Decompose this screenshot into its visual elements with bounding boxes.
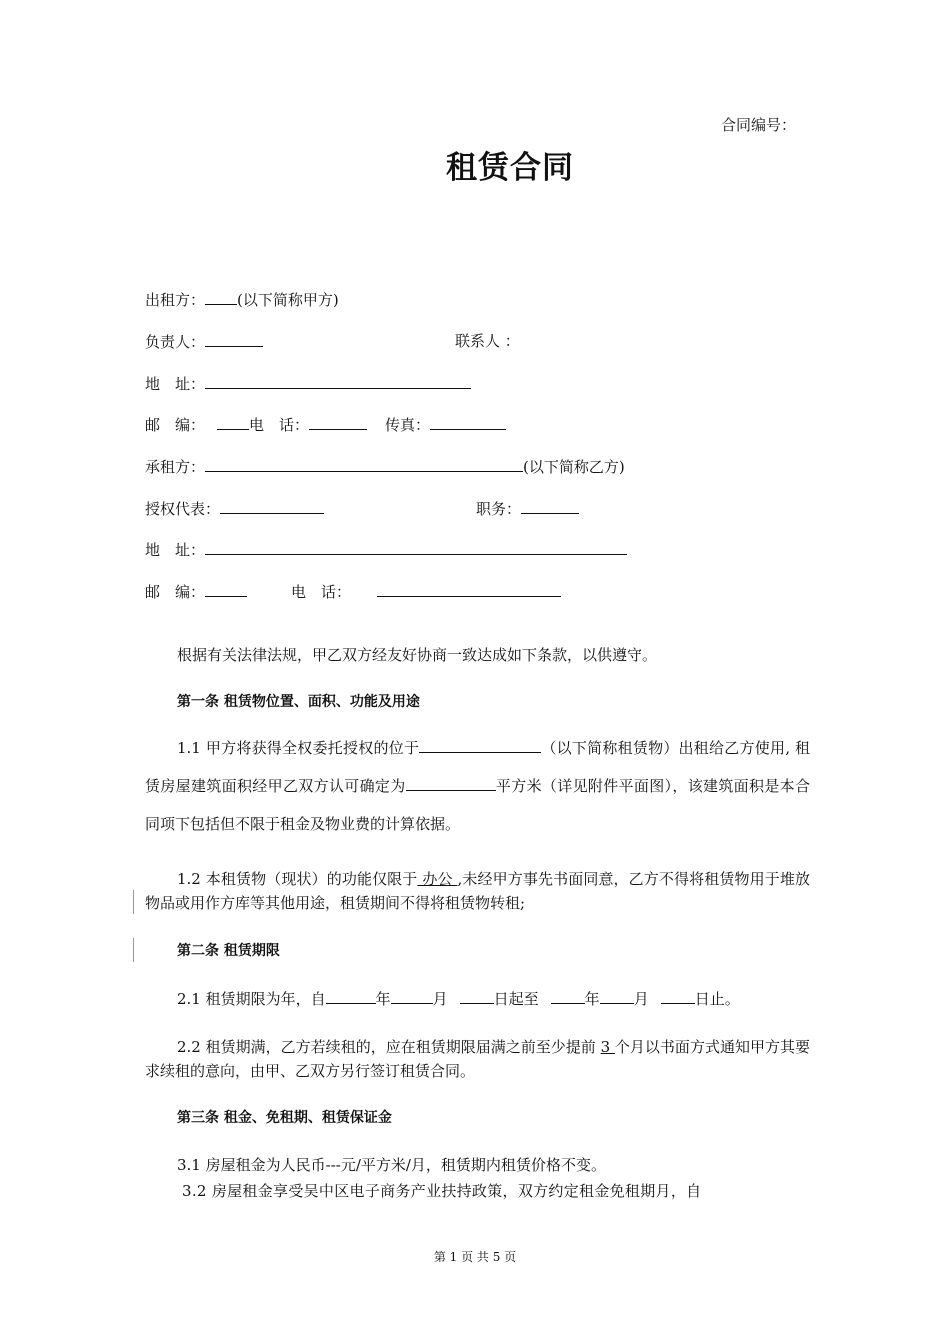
rep-line	[145, 498, 324, 519]
lessee-phone-blank[interactable]	[377, 581, 561, 597]
to-day-label: 日止。	[694, 990, 740, 1008]
article1-clause1	[145, 729, 810, 843]
lessee-address-blank[interactable]	[205, 539, 627, 555]
clause1-2-text-a: 1.2 本租赁物（现状）的功能仅限于	[177, 870, 418, 888]
lessee-blank[interactable]	[205, 456, 523, 472]
article3-heading: 第三条 租金、免租期、租赁保证金	[177, 1110, 392, 1126]
article1-clause2	[145, 867, 810, 915]
lessee-postcode-blank[interactable]	[205, 581, 247, 597]
lessor-address-label: 地 址：	[145, 375, 206, 393]
lessee-address-line	[145, 539, 627, 560]
article2-heading: 第二条 租赁期限	[177, 943, 280, 959]
manager-line	[145, 331, 263, 352]
manager-blank[interactable]	[205, 331, 263, 347]
lessor-label: 出租方：	[145, 291, 206, 309]
rep-label: 授权代表：	[145, 500, 221, 518]
end-year-blank[interactable]	[551, 988, 585, 1004]
clause1-1-text-a: 1.1 甲方将获得全权委托授权的位于	[177, 739, 420, 757]
revision-mark	[133, 890, 134, 914]
lessee-address-label: 地 址：	[145, 541, 206, 559]
start-year-blank[interactable]	[326, 988, 376, 1004]
lessor-suffix: (以下简称甲方)	[237, 291, 339, 309]
position-line	[476, 498, 579, 519]
intro-text: 根据有关法律法规，甲乙双方经友好协商一致达成如下条款，以供遵守。	[177, 646, 658, 664]
lessor-line	[145, 289, 339, 310]
contract-number-label: 合同编号：	[721, 116, 797, 134]
from-day-label: 日起至	[493, 990, 539, 1008]
position-label: 职务：	[476, 500, 522, 518]
lessee-postcode-label: 邮 编：	[145, 583, 206, 601]
year-label: 年	[584, 990, 600, 1008]
year-label: 年	[375, 990, 391, 1008]
lessor-phone-blank[interactable]	[309, 414, 367, 430]
location-blank[interactable]	[419, 737, 541, 753]
lessee-label: 承租方：	[145, 458, 206, 476]
article2-clause1	[177, 988, 740, 1009]
end-day-blank[interactable]	[661, 988, 695, 1004]
lessee-phone-label: 电 话：	[291, 583, 352, 601]
lessor-phone-label: 电 话：	[249, 416, 310, 434]
clause2-2-text-a: 2.2 租赁期满，乙方若续租的，应在租赁期限届满之前至少提前	[177, 1038, 601, 1056]
article2-clause2	[145, 1035, 810, 1083]
lessor-postcode-blank[interactable]	[217, 414, 249, 430]
article3-clause2: 3.2 房屋租金享受吴中区电子商务产业扶持政策，双方约定租金免租期月，自	[182, 1182, 702, 1200]
article1-heading: 第一条 租赁物位置、面积、功能及用途	[177, 694, 420, 710]
lessor-postcode-line	[145, 414, 506, 435]
article3-clause1: 3.1 房屋租金为人民币---元/平方米/月，租赁期内租赁价格不变。	[177, 1156, 606, 1174]
month-label: 月	[633, 990, 649, 1008]
document-title: 租赁合同	[446, 150, 574, 186]
area-blank[interactable]	[406, 775, 496, 791]
position-blank[interactable]	[521, 498, 579, 514]
clause1-1-text-b: （以下简称租赁物）出租给乙方使用, 租赁房屋建筑面积经甲乙双方认可确定为	[145, 739, 810, 795]
month-label: 月	[432, 990, 448, 1008]
manager-label: 负责人：	[145, 333, 206, 351]
start-month-blank[interactable]	[391, 988, 433, 1004]
lessee-postcode-line	[145, 581, 561, 602]
end-month-blank[interactable]	[600, 988, 634, 1004]
lessee-line	[145, 456, 625, 477]
clause1-1-text-c: 平方米（详见附件平面图），该建筑面积是本合同项下包括但不限于租金及物业费的计算依据。	[145, 777, 810, 833]
clause1-2-text-b: ,未经甲方事先书面同意，乙方不得将租赁物用于堆放物品或用作方库等其他用途，租赁期间不得将租赁物转租;	[145, 870, 811, 912]
contact-label: 联系人 ：	[455, 332, 520, 350]
start-day-blank[interactable]	[460, 988, 494, 1004]
revision-mark	[133, 938, 134, 962]
lessee-suffix: (以下简称乙方)	[523, 458, 625, 476]
lessor-postcode-label: 邮 编：	[145, 416, 206, 434]
lessor-fax-label: 传真：	[385, 416, 431, 434]
notice-months-value: 3	[600, 1038, 615, 1056]
use-value: 办公	[417, 870, 458, 888]
lessor-fax-blank[interactable]	[430, 414, 506, 430]
lessor-address-blank[interactable]	[205, 373, 471, 389]
rep-blank[interactable]	[220, 498, 324, 514]
lessor-address-line	[145, 373, 471, 394]
clause2-2-text-b: 个月以书面方式通知甲方其要求续租的意向，由甲、乙双方另行签订租赁合同。	[145, 1038, 810, 1080]
lessor-blank[interactable]	[205, 289, 237, 305]
clause2-1-text: 2.1 租赁期限为年，自	[177, 990, 326, 1008]
page-footer: 第 1 页 共 5 页	[433, 1250, 517, 1264]
